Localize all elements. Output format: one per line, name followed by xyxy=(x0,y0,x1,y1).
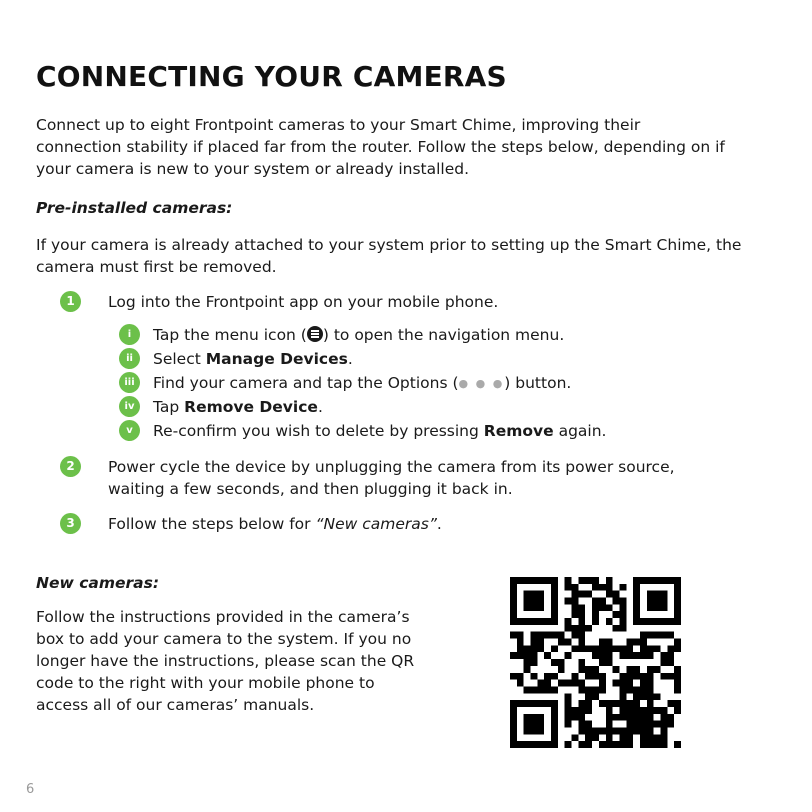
preinstalled-heading: Pre-installed cameras: xyxy=(36,199,233,217)
step-text: Follow the steps below for “New cameras”. xyxy=(108,515,442,533)
substep-text: Tap Remove Device. xyxy=(153,398,323,416)
options-dots-icon: ● ● ● xyxy=(458,377,505,390)
qr-code-icon xyxy=(510,577,681,748)
step-number-badge: 3 xyxy=(60,513,81,534)
newcams-paragraph: Follow the instructions provided in the camera’s box to add your camera to the system. If you no longer have the instructions, please scan the QR code to the right with your mobile phone to access all of our cameras’ manuals. xyxy=(36,608,415,714)
bold-term: Remove Device xyxy=(184,398,318,416)
substep-badge: i xyxy=(119,324,140,345)
preinstalled-line: If your camera is already attached to your system prior to setting up the Smart Chime, the xyxy=(36,236,742,254)
bold-term: Remove xyxy=(483,422,554,440)
menu-icon xyxy=(307,326,323,342)
substep-text: Tap the menu icon ( ) to open the navigation menu. xyxy=(153,326,565,344)
intro-paragraph xyxy=(36,114,725,180)
step-reference: “New cameras” xyxy=(315,515,437,533)
page-title: CONNECTING YOUR CAMERAS xyxy=(36,60,507,93)
substep-badge: v xyxy=(119,420,140,441)
intro-line: connection stability if placed far from the router. Follow the steps below, depending on if xyxy=(36,138,725,156)
newcams-heading: New cameras: xyxy=(36,574,160,592)
preinstalled-line: camera must first be removed. xyxy=(36,258,277,276)
substep-badge: ii xyxy=(119,348,140,369)
substep-text: Re-confirm you wish to delete by pressing Remove again. xyxy=(153,422,607,440)
step-text: Power cycle the device by unplugging the camera from its power source, waiting a few seconds, and then plugging it back in. xyxy=(108,458,675,498)
substep-badge: iv xyxy=(119,396,140,417)
intro-line: Connect up to eight Frontpoint cameras to your Smart Chime, improving their xyxy=(36,116,641,134)
step-text: Log into the Frontpoint app on your mobile phone. xyxy=(108,293,499,311)
substep-badge: iii xyxy=(119,372,140,393)
page-number: 6 xyxy=(26,782,35,797)
step-number-badge: 1 xyxy=(60,291,81,312)
preinstalled-paragraph xyxy=(36,234,741,278)
bold-term: Manage Devices xyxy=(205,350,348,368)
step-number-badge: 2 xyxy=(60,456,81,477)
substep-text: Find your camera and tap the Options (● ● ●) button. xyxy=(153,374,572,392)
substep-text: Select Manage Devices. xyxy=(153,350,353,368)
intro-line: your camera is new to your system or already installed. xyxy=(36,160,470,178)
